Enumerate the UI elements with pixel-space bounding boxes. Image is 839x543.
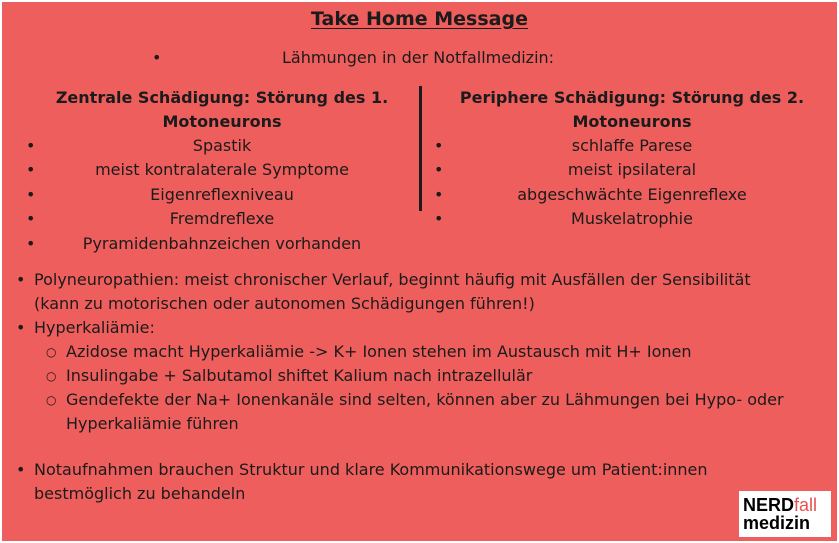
bullet-icon: • <box>26 233 36 253</box>
list-item-text: meist kontralaterale Symptome <box>95 160 349 180</box>
list-item <box>432 158 832 182</box>
list-item-text: abgeschwächte Eigenreflexe <box>517 184 747 204</box>
central-list <box>22 134 422 256</box>
bullet-icon: • <box>434 160 444 180</box>
sub-item-text: Insulingabe + Salbutamol shiftet Kalium nach intrazellulär <box>66 366 533 385</box>
bullet-icon: • <box>26 184 36 204</box>
list-item-text: Pyramidenbahnzeichen vorhanden <box>82 233 362 253</box>
page-title: Take Home Message <box>311 8 528 30</box>
bullet-icon: • <box>434 136 444 155</box>
bullet-icon: • <box>16 270 26 289</box>
hyperkalemia-item <box>14 316 829 340</box>
hyperkalemia-text: Hyperkaliämie: <box>34 318 155 337</box>
main-bullets <box>14 268 829 506</box>
peripheral-list <box>432 134 832 232</box>
central-heading-line1: Zentrale Schädigung: Störung des 1. <box>55 88 389 107</box>
bullet-icon: • <box>26 209 36 229</box>
take-home-card <box>2 2 837 541</box>
peripheral-heading <box>432 86 832 134</box>
intro-text: Lähmungen in der Notfallmedizin: <box>282 48 555 67</box>
sub-item-text: Azidose macht Hyperkaliämie -> K+ Ionen stehen im Austausch mit H+ Ionen <box>66 342 692 361</box>
circle-bullet-icon: ○ <box>46 369 57 383</box>
list-item <box>22 183 422 207</box>
list-item <box>432 207 832 231</box>
hyperkalemia-sub-item <box>14 340 829 364</box>
polyneuropathy-text-line2: (kann zu motorischen oder autonomen Schädigungen führen!) <box>34 294 535 313</box>
bullet-icon: • <box>26 160 36 180</box>
spacer <box>14 436 829 458</box>
list-item <box>432 183 832 207</box>
list-item-text: Muskelatrophie <box>571 209 693 229</box>
nerdfall-logo <box>739 491 831 537</box>
list-item <box>22 134 422 158</box>
circle-bullet-icon: ○ <box>46 393 57 407</box>
sub-item-text-line2: Hyperkaliämie führen <box>66 414 239 433</box>
list-item-text: schlaffe Parese <box>571 136 693 155</box>
list-item <box>432 134 832 158</box>
list-item <box>22 207 422 231</box>
bullet-icon: • <box>434 209 444 229</box>
logo-nerd: NERD <box>743 495 795 515</box>
bullet-icon: • <box>16 318 26 337</box>
logo-line2: medizin <box>743 513 811 533</box>
circle-bullet-icon: ○ <box>46 345 57 359</box>
sub-item-text: Gendefekte der Na+ Ionenkanäle sind selten, können aber zu Lähmungen bei Hypo- oder <box>66 390 784 409</box>
peripheral-heading-line1: Periphere Schädigung: Störung des 2. <box>459 88 805 107</box>
column-divider <box>419 86 422 211</box>
emergency-structure-item <box>14 458 829 506</box>
bullet-icon: • <box>434 184 444 204</box>
bullet-icon: • <box>152 48 162 67</box>
list-item-text: meist ipsilateral <box>567 160 697 180</box>
hyperkalemia-sub-item <box>14 388 829 436</box>
central-damage-column <box>22 86 422 256</box>
emergency-text-line1: Notaufnahmen brauchen Struktur und klare Kommunikationswege um Patient:innen <box>34 460 708 479</box>
emergency-text-line2: bestmöglich zu behandeln <box>34 484 246 503</box>
central-heading <box>22 86 422 134</box>
logo-line1 <box>743 496 827 514</box>
list-item-text: Eigenreflexniveau <box>150 184 294 204</box>
polyneuropathy-item <box>14 268 829 316</box>
hyperkalemia-sub-item <box>14 364 829 388</box>
central-heading-line2: Motoneurons <box>162 112 282 131</box>
peripheral-heading-line2: Motoneurons <box>572 112 692 131</box>
polyneuropathy-text-line1: Polyneuropathien: meist chronischer Verlauf, beginnt häufig mit Ausfällen der Sensibilität <box>34 270 751 289</box>
list-item-text: Fremdreflexe <box>169 209 275 229</box>
logo-fall: fall <box>794 495 818 515</box>
list-item-text: Spastik <box>192 136 252 155</box>
list-item <box>22 158 422 182</box>
bullet-icon: • <box>26 136 36 155</box>
bullet-icon: • <box>16 460 26 479</box>
peripheral-damage-column <box>432 86 832 232</box>
list-item <box>22 232 422 256</box>
